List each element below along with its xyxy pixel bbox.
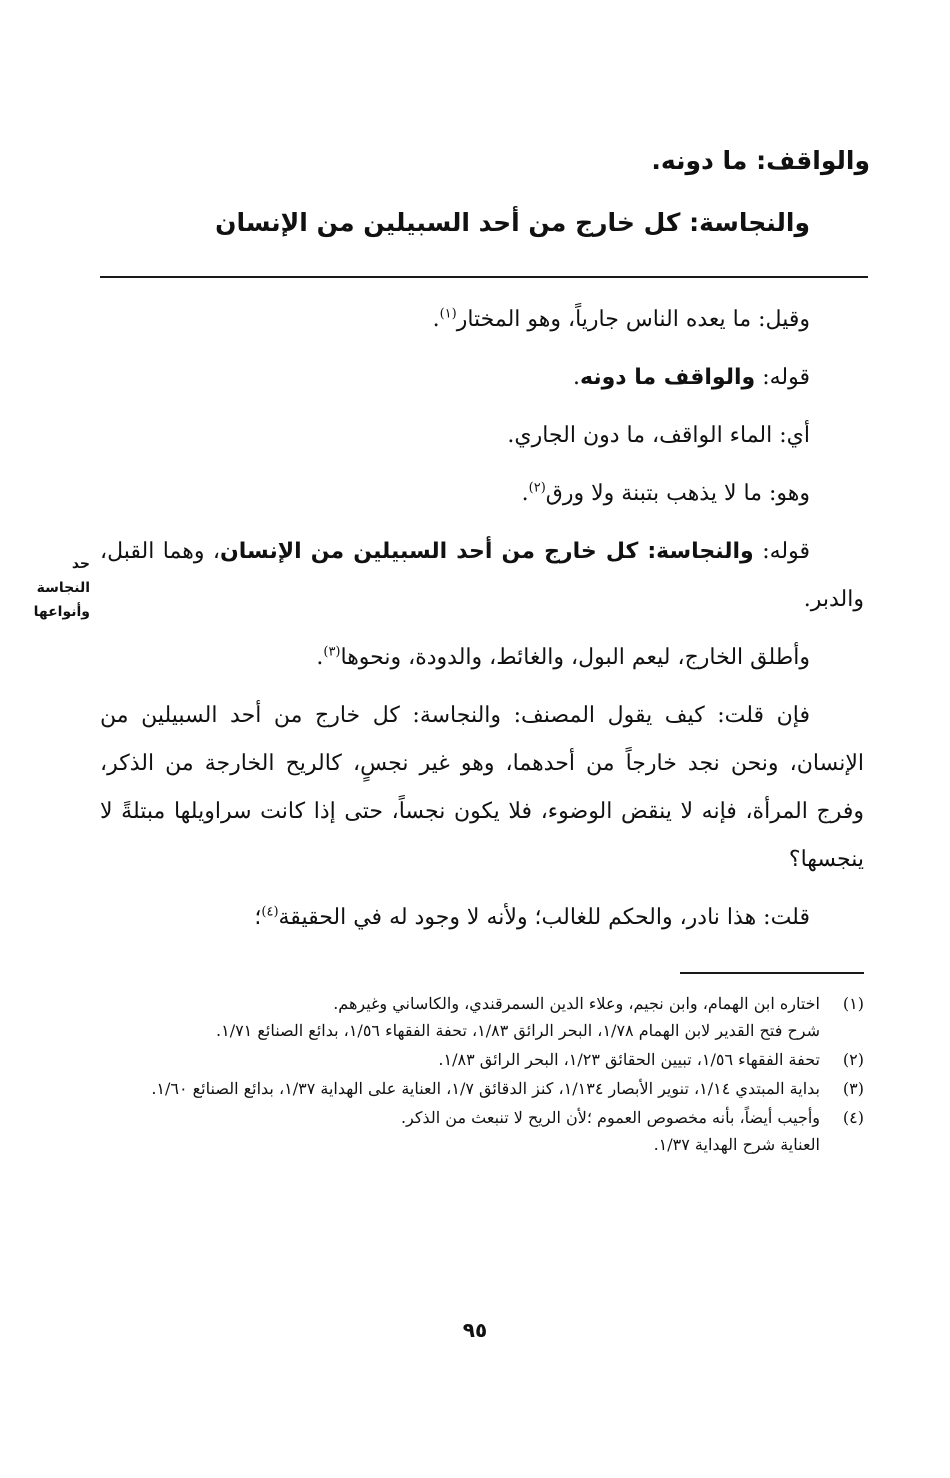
paragraph-3 xyxy=(100,412,864,460)
footnote-line: العناية شرح الهداية ١/٣٧. xyxy=(653,1135,820,1154)
paragraph-8-text: قلت: هذا نادر، والحكم للغالب؛ ولأنه لا وجود له في الحقيقة xyxy=(278,905,810,930)
paragraph-7 xyxy=(100,692,864,884)
paragraph-8-end: ؛ xyxy=(254,905,262,930)
paragraph-5-lead: قوله: xyxy=(753,539,810,564)
paragraph-2 xyxy=(100,354,864,402)
page-number: ٩٥ xyxy=(462,1318,488,1342)
paragraph-1 xyxy=(100,296,864,344)
footnote-number: (١) xyxy=(842,994,864,1013)
margin-note xyxy=(20,552,90,624)
paragraph-6 xyxy=(100,634,864,682)
margin-note-line-3: وأنواعها xyxy=(33,604,90,620)
paragraph-4-text: وهو: ما لا يذهب بتبنة ولا ورق xyxy=(545,481,810,506)
footnote-1 xyxy=(100,990,864,1044)
paragraph-2-lead: قوله: xyxy=(755,365,810,390)
footnote-line: تحفة الفقهاء ١/٥٦، تبيين الحقائق ١/٢٣، البحر الرائق ١/٨٣. xyxy=(438,1050,820,1069)
paragraph-1-text: وقيل: ما يعده الناس جارياً، وهو المختار xyxy=(456,307,810,332)
paragraph-4-end: . xyxy=(521,481,529,506)
footnote-4 xyxy=(100,1104,864,1158)
footnote-body xyxy=(100,1104,820,1158)
paragraph-4 xyxy=(100,470,864,518)
footnote-number: (٢) xyxy=(842,1050,864,1069)
paragraph-5 xyxy=(100,528,864,624)
paragraph-7-text: فإن قلت: كيف يقول المصنف: والنجاسة: كل خارج من أحد السبيلين من الإنسان، ونحن نجد خارجاً من أحدهما، وهو غير نجسٍ، كالريح الخارجة من الذكر، وفرج المرأة، فإنه لا ينقض الوضوء، فلا يكون نجساً، حتى إذا كانت سراويلها مبتلةً لا ينجسها؟ xyxy=(100,703,864,872)
paragraph-2-quote: والواقف ما دونه xyxy=(580,365,756,390)
footnote-line: شرح فتح القدير لابن الهمام ١/٧٨، البحر الرائق ١/٨٣، تحفة الفقهاء ١/٥٦، بدائع الصنائع ١/٧١. xyxy=(216,1021,820,1040)
footnote-ref-4: (٤) xyxy=(261,904,279,920)
paragraph-3-text: أي: الماء الواقف، ما دون الجاري. xyxy=(507,423,810,448)
matn-line-1: والواقف: ما دونه. xyxy=(651,146,870,175)
paragraph-2-end: . xyxy=(573,365,581,390)
footnote-number: (٣) xyxy=(842,1079,864,1098)
paragraph-5-rest: ، وهما القبل، والدبر. xyxy=(100,539,864,612)
paragraph-6-text: وأطلق الخارج، ليعم البول، والغائط، والدودة، ونحوها xyxy=(340,645,810,670)
footnote-body xyxy=(100,990,820,1044)
footnote-body xyxy=(100,1046,820,1073)
footnote-ref-3: (٣) xyxy=(323,644,341,660)
matn-line-2: والنجاسة: كل خارج من أحد السبيلين من الإنسان xyxy=(215,208,810,237)
paragraph-6-end: . xyxy=(316,645,324,670)
footnotes-block xyxy=(100,990,864,1160)
footnote-line: اختاره ابن الهمام، وابن نجيم، وعلاء الدين السمرقندي، والكاساني وغيرهم. xyxy=(333,994,820,1013)
paragraph-1-end: . xyxy=(432,307,440,332)
margin-note-line-2: النجاسة xyxy=(36,580,90,596)
footnote-2 xyxy=(100,1046,864,1073)
footnote-3 xyxy=(100,1075,864,1102)
footnote-ref-1: (١) xyxy=(439,306,457,322)
main-divider xyxy=(100,276,868,278)
margin-note-line-1: حد xyxy=(71,556,90,572)
footnote-line: بداية المبتدي ١/١٤، تنوير الأبصار ١/١٣٤، كنز الدقائق ١/٧، العناية على الهداية ١/٣٧، بدائع الصنائع ١/٦٠. xyxy=(151,1079,820,1098)
footnote-ref-2: (٢) xyxy=(528,480,546,496)
paragraph-8 xyxy=(100,894,864,942)
footnote-line: وأجيب أيضاً، بأنه مخصوص العموم ؛لأن الريح لا تنبعث من الذكر. xyxy=(400,1108,820,1127)
commentary-block xyxy=(100,296,864,952)
footnote-divider xyxy=(680,972,864,974)
paragraph-5-quote: والنجاسة: كل خارج من أحد السبيلين من الإنسان xyxy=(220,539,754,564)
footnote-body xyxy=(100,1075,820,1102)
footnote-number: (٤) xyxy=(842,1108,864,1127)
